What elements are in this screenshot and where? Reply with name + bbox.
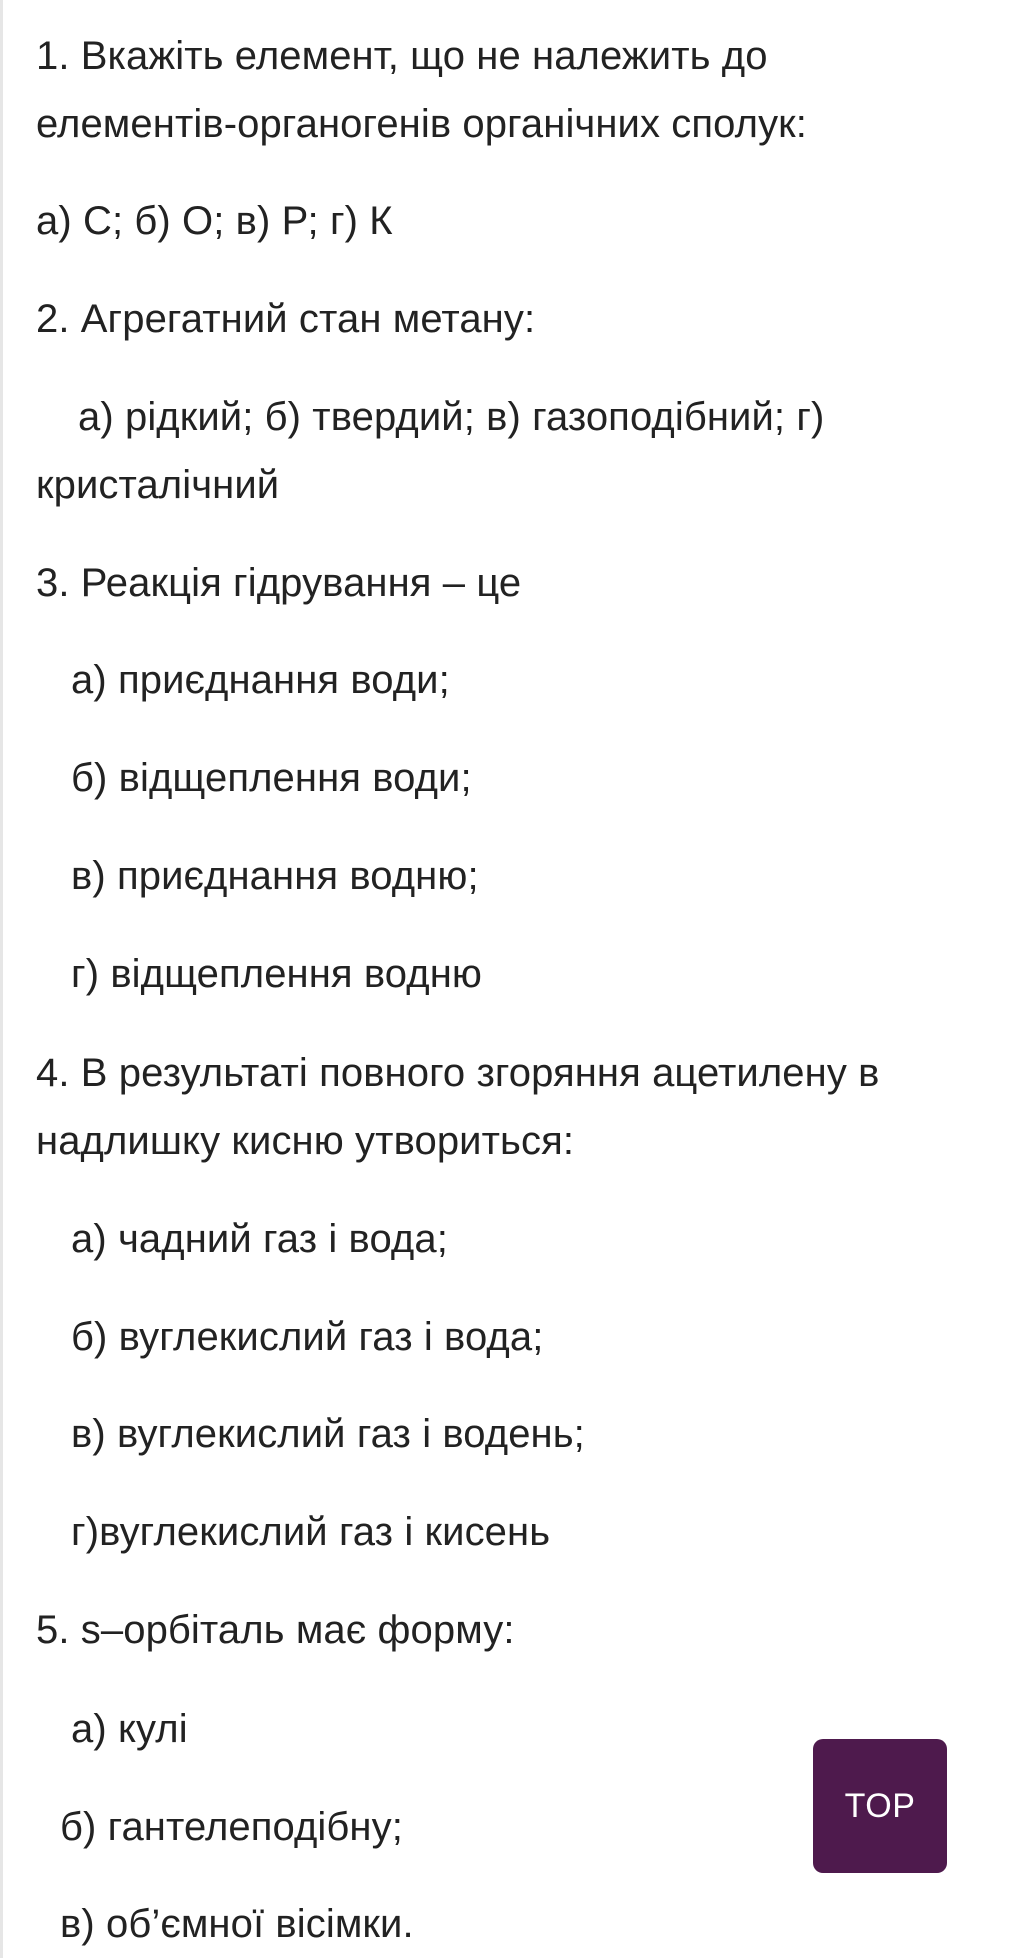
question-3-option-b: б) відщеплення води;: [71, 756, 472, 800]
scroll-to-top-label: TOP: [844, 1786, 916, 1825]
question-5-option-c: в) об’ємної вісімки.: [60, 1902, 414, 1946]
question-2: 2. Агрегатний стан метану:: [36, 297, 536, 341]
left-border: [0, 0, 3, 1958]
question-5-option-a: а) кулі: [71, 1707, 188, 1751]
question-4-line-2: надлишку кисню утвориться:: [36, 1119, 575, 1163]
question-2-options-line-2: кристалічний: [36, 463, 280, 507]
question-3-option-c: в) приєднання водню;: [71, 854, 479, 898]
question-1-line-1: 1. Вкажіть елемент, що не належить до: [36, 34, 768, 78]
question-1-options: а) С; б) О; в) Р; г) К: [36, 199, 393, 243]
question-4-option-c: в) вуглекислий газ і водень;: [71, 1412, 585, 1456]
question-5: 5. s–орбіталь має форму:: [36, 1608, 515, 1652]
question-3: 3. Реакція гідрування – це: [36, 561, 522, 605]
question-4-option-b: б) вуглекислий газ і вода;: [71, 1315, 544, 1359]
question-3-option-a: а) приєднання води;: [71, 658, 450, 702]
question-5-option-b: б) гантелеподібну;: [60, 1805, 403, 1849]
question-2-options-line-1: а) рідкий; б) твердий; в) газоподібний; г): [78, 395, 825, 439]
question-3-option-d: г) відщеплення водню: [71, 952, 483, 996]
question-4-option-d: г)вуглекислий газ і кисень: [71, 1510, 551, 1554]
question-1-line-2: елементів-органогенів органічних сполук:: [36, 102, 807, 146]
question-4-option-a: а) чадний газ і вода;: [71, 1217, 448, 1261]
question-4-line-1: 4. В результаті повного згоряння ацетилену в: [36, 1051, 880, 1095]
scroll-to-top-button[interactable]: [813, 1739, 947, 1873]
